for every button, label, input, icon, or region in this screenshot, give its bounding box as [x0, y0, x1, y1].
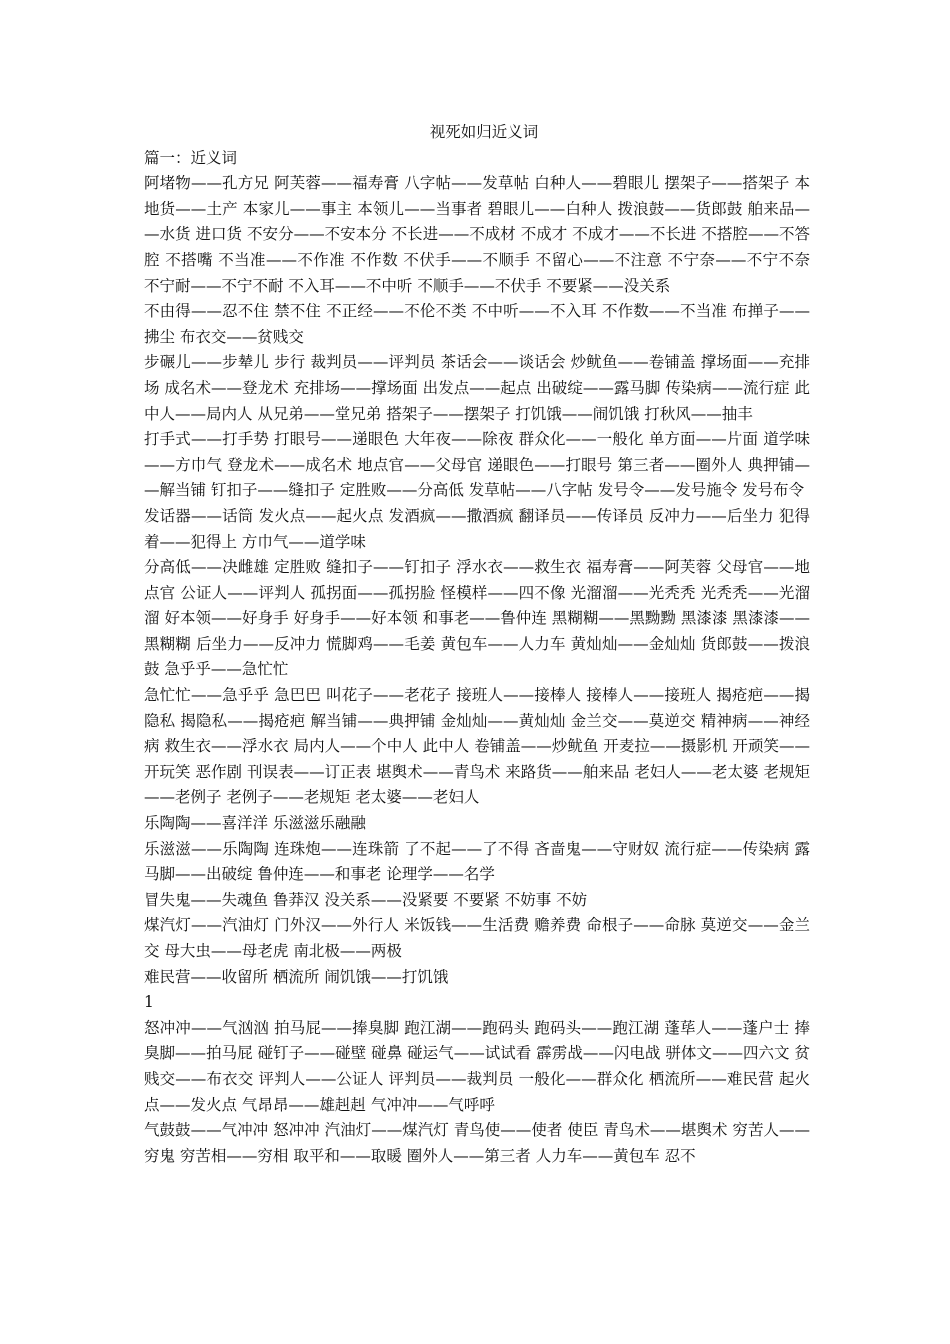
paragraph: 乐陶陶——喜洋洋 乐滋滋乐融融 [144, 814, 366, 833]
paragraph: 乐滋滋——乐陶陶 连珠炮——连珠箭 了不起——了不得 吝啬鬼——守财奴 流行症——传染病 露马脚——出破绽 鲁仲连——和事老 论理学——名学 [144, 839, 810, 884]
paragraph: 急忙忙——急乎乎 急巴巴 叫花子——老花子 接班人——接棒人 接棒人——接班人 揭疮疤——揭隐私 揭隐私——揭疮疤 解当铺——典押铺 金灿灿——黄灿灿 金兰交——莫逆交 精神病——神经病 救生衣——浮水衣 局内人——个中人 此中人 卷铺盖——炒鱿鱼 开麦拉——摄影机 开顽笑——开玩笑 恶作剧 刊误表——订正表 堪舆术——青鸟术 来路货——舶来品 老妇人——老太婆 老规矩——老例子 老例子——老规矩 老太婆——老妇人 [144, 686, 810, 807]
paragraph: 步碾儿——步辇儿 步行 裁判员——评判员 茶话会——谈话会 炒鱿鱼——卷铺盖 撑场面——充排场 成名术——登龙术 充排场——撑场面 出发点——起点 出破绽——露马脚 传染病——流行症 此中人——局内人 从兄弟——堂兄弟 搭架子——摆架子 打饥饿——闹饥饿 打秋风——抽丰 [144, 353, 810, 423]
document-page [144, 120, 810, 1169]
page-number: 1 [144, 993, 154, 1012]
paragraph: 煤汽灯——汽油灯 门外汉——外行人 米饭钱——生活费 赡养费 命根子——命脉 莫逆交——金兰交 母大虫——母老虎 南北极——两极 [144, 916, 810, 960]
paragraph: 分高低——决雌雄 定胜败 缝扣子——钉扣子 浮水衣——救生衣 福寿膏——阿芙蓉 父母官——地点官 公证人——评判人 孤拐面——孤拐脸 怪模样——四不像 光溜溜——光秃秃 光秃秃——光溜溜 好本领——好身手 好身手——好本领 和事老——鲁仲连 黑糊糊——黑黝黝 黑漆漆 黑漆漆——黑糊糊 后坐力——反冲力 慌脚鸡——毛姜 黄包车——人力车 黄灿灿——金灿灿 货郎鼓——拨浪鼓 急乎乎——急忙忙 [144, 558, 810, 679]
paragraph: 难民营——收留所 栖流所 闹饥饿——打饥饿 [144, 967, 449, 986]
paragraph: 打手式——打手势 打眼号——递眼色 大年夜——除夜 群众化——一般化 单方面——片面 道学味——方巾气 登龙术——成名术 地点官——父母官 递眼色——打眼号 第三者——圈外人 典押铺——解当铺 钉扣子——缝扣子 定胜败——分高低 发草帖——八字帖 发号令——发号施令 发号布令 [144, 430, 810, 500]
paragraph: 冒失鬼——失魂鱼 鲁莽汉 没关系——没紧要 不要紧 不妨事 不妨 [144, 890, 588, 909]
document-title: 视死如归近义词 [429, 123, 539, 141]
paragraph: 不由得——忍不住 禁不住 不正经——不伦不类 不中听——不入耳 不作数——不当准 布掸子——拂尘 布衣交——贫贱交 [144, 302, 810, 346]
paragraph: 怒冲冲——气汹汹 拍马屁——捧臭脚 跑江湖——跑码头 跑码头——跑江湖 蓬荜人——蓬户士 捧臭脚——拍马屁 碰钉子——碰壁 碰鼻 碰运气——试试看 霹雳战——闪电战 骈体文——四六文 贫贱交——布衣交 评判人——公证人 评判员——裁判员 一般化——群众化 栖流所——难民营 起火点——发火点 气昂昂——雄赳赳 气冲冲——气呼呼 [144, 1018, 810, 1114]
paragraph: 气鼓鼓——气冲冲 怒冲冲 汽油灯——煤汽灯 青鸟使——使者 使臣 青鸟术——堪舆术 穷苦人——穷鬼 穷苦相——穷相 取平和——取暖 圈外人——第三者 人力车——黄包车 忍不 [144, 1121, 810, 1165]
paragraph: 发话器——话筒 发火点——起火点 发酒疯——撒酒疯 翻译员——传译员 反冲力——后坐力 犯得着——犯得上 方巾气——道学味 [144, 506, 810, 551]
section-heading: 篇一：近义词 [144, 148, 238, 167]
paragraph: 阿堵物——孔方兄 阿芙蓉——福寿膏 八字帖——发草帖 白种人——碧眼儿 摆架子——搭架子 本地货——土产 本家儿——事主 本领儿——当事者 碧眼儿——白种人 拨浪鼓——货郎鼓 舶来品——水货 进口货 不安分——不安本分 不长进——不成材 不成才 不成才——不长进 不搭腔——不答腔 不搭嘴 不当准——不作准 不作数 不伏手——不顺手 不留心——不注意 不宁奈——不宁不奈 不宁耐——不宁不耐 不入耳——不中听 不顺手——不伏手 不要紧——没关系 [144, 174, 810, 295]
